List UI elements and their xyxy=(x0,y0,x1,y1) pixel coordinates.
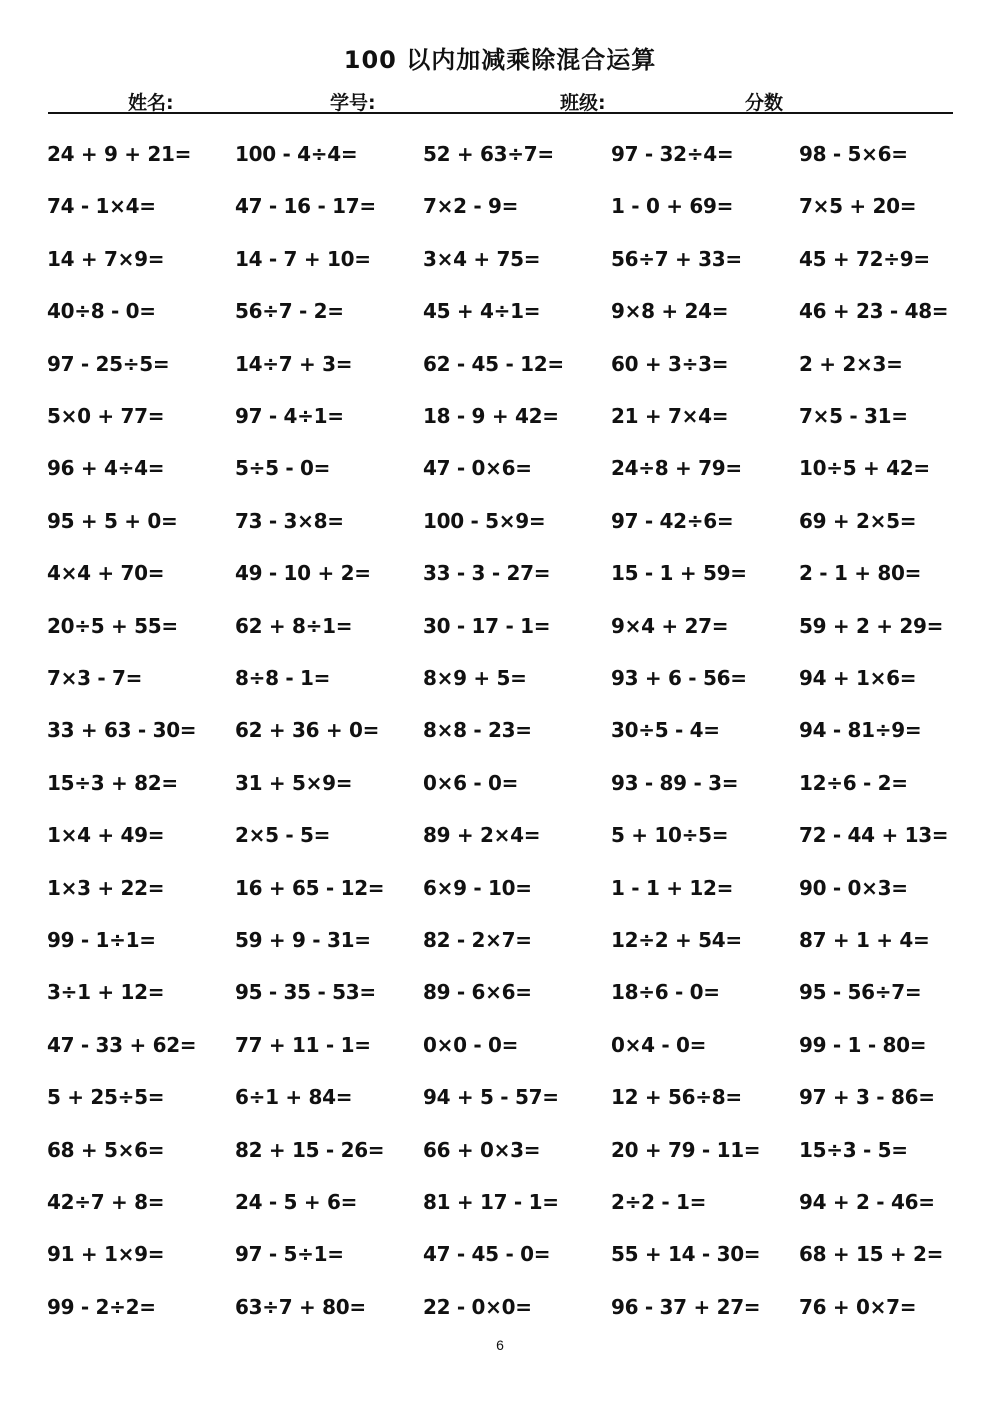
math-problem: 94 - 81÷9= xyxy=(799,718,922,743)
math-problem: 91 + 1×9= xyxy=(47,1242,165,1267)
math-problem: 99 - 1÷1= xyxy=(47,928,156,952)
math-problem: 2 + 2×3= xyxy=(799,351,903,376)
math-problem: 3÷1 + 12= xyxy=(47,980,165,1005)
math-problem: 66 + 0×3= xyxy=(423,1137,541,1162)
math-problem: 6÷1 + 84= xyxy=(235,1085,353,1110)
math-problem: 14÷7 + 3= xyxy=(235,351,353,376)
math-problem: 89 + 2×4= xyxy=(423,823,541,848)
math-problem: 33 - 3 - 27= xyxy=(423,561,551,586)
math-problem: 10÷5 + 42= xyxy=(799,456,930,481)
math-problem: 56÷7 - 2= xyxy=(235,299,344,324)
page-title: 100 以内加减乘除混合运算 xyxy=(343,46,657,74)
math-problem: 68 + 15 + 2= xyxy=(799,1242,944,1267)
score-label: 分数 xyxy=(745,92,784,114)
math-problem: 4×4 + 70= xyxy=(47,561,165,586)
math-problem: 81 + 17 - 1= xyxy=(423,1190,559,1214)
math-problem: 94 + 1×6= xyxy=(799,666,917,690)
math-problem: 9×8 + 24= xyxy=(611,299,729,324)
math-problem: 76 + 0×7= xyxy=(799,1294,917,1319)
math-problem: 2÷2 - 1= xyxy=(611,1190,707,1214)
math-problem: 95 + 5 + 0= xyxy=(47,508,178,533)
math-problem: 46 + 23 - 48= xyxy=(799,299,949,324)
math-problem: 1 - 0 + 69= xyxy=(611,194,734,219)
math-problem: 8×9 + 5= xyxy=(423,666,527,690)
math-problem: 12÷2 + 54= xyxy=(611,928,742,952)
math-problem: 72 - 44 + 13= xyxy=(799,823,949,848)
math-problem: 1×3 + 22= xyxy=(47,875,165,900)
math-problem: 77 + 11 - 1= xyxy=(235,1032,371,1057)
math-problem: 12÷6 - 2= xyxy=(799,770,908,795)
math-problem: 24 + 9 + 21= xyxy=(47,142,192,166)
math-problem: 18 - 9 + 42= xyxy=(423,404,559,428)
name-label: 姓名: xyxy=(128,92,174,114)
math-problem: 30 - 17 - 1= xyxy=(423,613,551,638)
math-problem: 0×0 - 0= xyxy=(423,1032,519,1057)
math-problem: 94 + 2 - 46= xyxy=(799,1190,935,1214)
math-problem: 99 - 1 - 80= xyxy=(799,1032,927,1057)
page-number: 6 xyxy=(496,1337,504,1353)
math-problem: 74 - 1×4= xyxy=(47,194,156,219)
math-problem: 2×5 - 5= xyxy=(235,823,331,848)
math-problem: 60 + 3÷3= xyxy=(611,351,729,376)
student-id-label: 学号: xyxy=(330,92,376,114)
math-problem: 82 + 15 - 26= xyxy=(235,1137,385,1162)
math-problem: 95 - 56÷7= xyxy=(799,980,922,1005)
math-problem: 52 + 63÷7= xyxy=(423,142,554,166)
math-problem: 8÷8 - 1= xyxy=(235,666,331,690)
math-problem: 59 + 2 + 29= xyxy=(799,613,944,638)
math-problem: 97 + 3 - 86= xyxy=(799,1085,935,1110)
math-problem: 21 + 7×4= xyxy=(611,404,729,428)
math-problem: 15÷3 - 5= xyxy=(799,1137,908,1162)
math-problem: 47 - 0×6= xyxy=(423,456,532,481)
math-problem: 7×3 - 7= xyxy=(47,666,143,690)
math-problem: 87 + 1 + 4= xyxy=(799,928,930,952)
math-problem: 63÷7 + 80= xyxy=(235,1294,366,1319)
math-problem: 7×2 - 9= xyxy=(423,194,519,219)
math-problem: 96 - 37 + 27= xyxy=(611,1294,761,1319)
math-problem: 0×6 - 0= xyxy=(423,770,519,795)
math-problem: 12 + 56÷8= xyxy=(611,1085,742,1110)
math-problem: 68 + 5×6= xyxy=(47,1137,165,1162)
math-problem: 9×4 + 27= xyxy=(611,613,729,638)
math-problem: 55 + 14 - 30= xyxy=(611,1242,761,1267)
math-problem: 30÷5 - 4= xyxy=(611,718,720,743)
math-problem: 82 - 2×7= xyxy=(423,928,532,952)
math-problem: 8×8 - 23= xyxy=(423,718,532,743)
math-problem: 3×4 + 75= xyxy=(423,246,541,271)
math-problem: 2 - 1 + 80= xyxy=(799,561,922,586)
math-problem: 99 - 2÷2= xyxy=(47,1294,156,1319)
math-problem: 24÷8 + 79= xyxy=(611,456,742,481)
math-problem: 100 - 4÷4= xyxy=(235,142,358,166)
math-problem: 31 + 5×9= xyxy=(235,770,353,795)
math-problem: 96 + 4÷4= xyxy=(47,456,165,481)
math-problem: 5×0 + 77= xyxy=(47,404,165,428)
math-problem: 97 - 5÷1= xyxy=(235,1242,344,1267)
math-problem: 97 - 4÷1= xyxy=(235,404,344,428)
math-problem: 15÷3 + 82= xyxy=(47,770,178,795)
math-problem: 62 + 8÷1= xyxy=(235,613,353,638)
math-problem: 49 - 10 + 2= xyxy=(235,561,371,586)
math-problem: 14 + 7×9= xyxy=(47,246,165,271)
math-problem: 5 + 10÷5= xyxy=(611,823,729,848)
math-problem: 47 - 16 - 17= xyxy=(235,194,376,219)
math-problem: 40÷8 - 0= xyxy=(47,299,156,324)
math-problem: 47 - 33 + 62= xyxy=(47,1032,197,1057)
math-problem: 42÷7 + 8= xyxy=(47,1190,165,1214)
math-problem: 33 + 63 - 30= xyxy=(47,718,197,743)
math-problem: 93 - 89 - 3= xyxy=(611,770,739,795)
math-problem: 89 - 6×6= xyxy=(423,980,532,1005)
math-problem: 7×5 + 20= xyxy=(799,194,917,219)
math-problem: 45 + 72÷9= xyxy=(799,246,930,271)
math-problem: 47 - 45 - 0= xyxy=(423,1242,551,1267)
math-problem: 69 + 2×5= xyxy=(799,508,917,533)
math-problem: 97 - 42÷6= xyxy=(611,508,734,533)
math-problem: 0×4 - 0= xyxy=(611,1032,707,1057)
math-problem: 95 - 35 - 53= xyxy=(235,980,376,1005)
math-problem: 100 - 5×9= xyxy=(423,508,546,533)
math-problem: 97 - 32÷4= xyxy=(611,142,734,166)
math-problem: 97 - 25÷5= xyxy=(47,351,170,376)
math-problem: 15 - 1 + 59= xyxy=(611,561,747,586)
math-problem: 20 + 79 - 11= xyxy=(611,1137,761,1162)
math-problem: 98 - 5×6= xyxy=(799,142,908,166)
class-label: 班级: xyxy=(560,92,606,114)
math-problem: 59 + 9 - 31= xyxy=(235,928,371,952)
math-problem: 18÷6 - 0= xyxy=(611,980,720,1005)
math-problem: 73 - 3×8= xyxy=(235,508,344,533)
math-problem: 20÷5 + 55= xyxy=(47,613,178,638)
math-problem: 94 + 5 - 57= xyxy=(423,1085,559,1110)
math-problem: 5÷5 - 0= xyxy=(235,456,331,481)
math-problem: 7×5 - 31= xyxy=(799,404,908,428)
math-problem: 93 + 6 - 56= xyxy=(611,666,747,690)
math-problem: 6×9 - 10= xyxy=(423,875,532,900)
math-problem: 14 - 7 + 10= xyxy=(235,246,371,271)
math-problem: 1 - 1 + 12= xyxy=(611,875,734,900)
math-problem: 90 - 0×3= xyxy=(799,875,908,900)
math-problem: 22 - 0×0= xyxy=(423,1294,532,1319)
math-problem: 1×4 + 49= xyxy=(47,823,165,848)
math-problem: 56÷7 + 33= xyxy=(611,246,742,271)
math-problem: 24 - 5 + 6= xyxy=(235,1190,358,1214)
math-problem: 45 + 4÷1= xyxy=(423,299,541,324)
math-problem: 16 + 65 - 12= xyxy=(235,875,385,900)
math-problem: 62 - 45 - 12= xyxy=(423,351,564,376)
math-problem: 5 + 25÷5= xyxy=(47,1085,165,1110)
math-problem: 62 + 36 + 0= xyxy=(235,718,380,743)
